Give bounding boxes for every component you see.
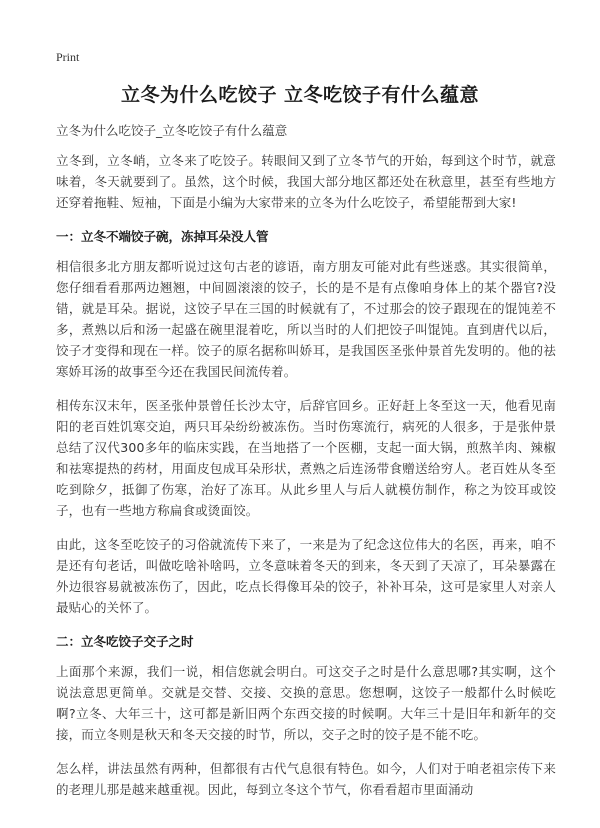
subtitle: 立冬为什么吃饺子_立冬吃饺子有什么蕴意	[56, 123, 288, 138]
paragraph-intro: 立冬到，立冬峭，立冬来了吃饺子。转眼间又到了立冬节气的开始，每到这个时节，就意味着，冬天就要到了。虽然，这个时候，我国大部分地区都还处在秋意里，甚至有些地方还穿着拖鞋、短袖，下面是小编为大家带来的立冬为什么吃饺子，希望能帮到大家!	[56, 153, 556, 210]
paragraph: 相信很多北方朋友都听说过这句古老的谚语，南方朋友可能对此有些迷惑。其实很简单，您仔细看看那两边翘翘，中间圆滚滚的饺子，长的是不是有点像咱身体上的某个器官?没错，就是耳朵。据说，这饺子早在三国的时候就有了，不过那会的饺子跟现在的馄饨差不多，煮熟以后和汤一起盛在碗里混着吃，所以当时的人们把饺子叫馄饨。直到唐代以后，饺子才变得和现在一样。饺子的原名据称叫娇耳，是我国医圣张仲景首先发明的。他的祛寒娇耳汤的故事至今还在我国民间流传着。	[56, 259, 556, 379]
paragraph: 怎么样，讲法虽然有两种，但都很有古代气息很有特色。如今，人们对于咱老祖宗传下来的老理儿那是越来越重视。因此，每到立冬这个节气，你看看超市里面涌动	[56, 761, 556, 797]
section-heading-1: 一：立冬不端饺子碗，冻掉耳朵没人管	[56, 229, 269, 244]
section-heading-2: 二：立冬吃饺子交子之时	[56, 634, 194, 649]
paragraph: 相传东汉末年，医圣张仲景曾任长沙太守，后辞官回乡。正好赶上冬至这一天，他看见南阳的老百姓饥寒交迫，两只耳朵纷纷被冻伤。当时伤寒流行，病死的人很多，于是张仲景总结了汉代300多年的临床实践，在当地搭了一个医棚，支起一面大锅，煎熬羊肉、辣椒和祛寒提热的药材，用面皮包成耳朵形状，煮熟之后连汤带食赠送给穷人。老百姓从冬至吃到除夕，抵御了伤寒，治好了冻耳。从此乡里人与后人就模仿制作，称之为饺耳或饺子，也有一些地方称扁食或烫面饺。	[56, 398, 556, 518]
paragraph: 上面那个来源，我们一说，相信您就会明白。可这交子之时是什么意思哪?其实啊，这个说法意思更简单。交就是交替、交接、交换的意思。您想啊，这饺子一般都什么时候吃啊?立冬、大年三十，这可都是新旧两个东西交接的时候啊。大年三十是旧年和新年的交接，而立冬则是秋天和冬天交接的时节，所以，交子之时的饺子是不能不吃。	[56, 664, 556, 742]
article-body	[56, 150, 556, 813]
paragraph: 由此，这冬至吃饺子的习俗就流传下来了，一来是为了纪念这位伟大的名医，再来，咱不是还有句老话，叫做吃啥补啥吗，立冬意味着冬天的到来，冬天到了天凉了，耳朵暴露在外边很容易就被冻伤了，因此，吃点长得像耳朵的饺子，补补耳朵，这可是家里人对亲人最贴心的关怀了。	[56, 537, 556, 615]
page-title: 立冬为什么吃饺子 立冬吃饺子有什么蕴意	[120, 84, 480, 106]
print-label[interactable]: Print	[56, 50, 80, 64]
